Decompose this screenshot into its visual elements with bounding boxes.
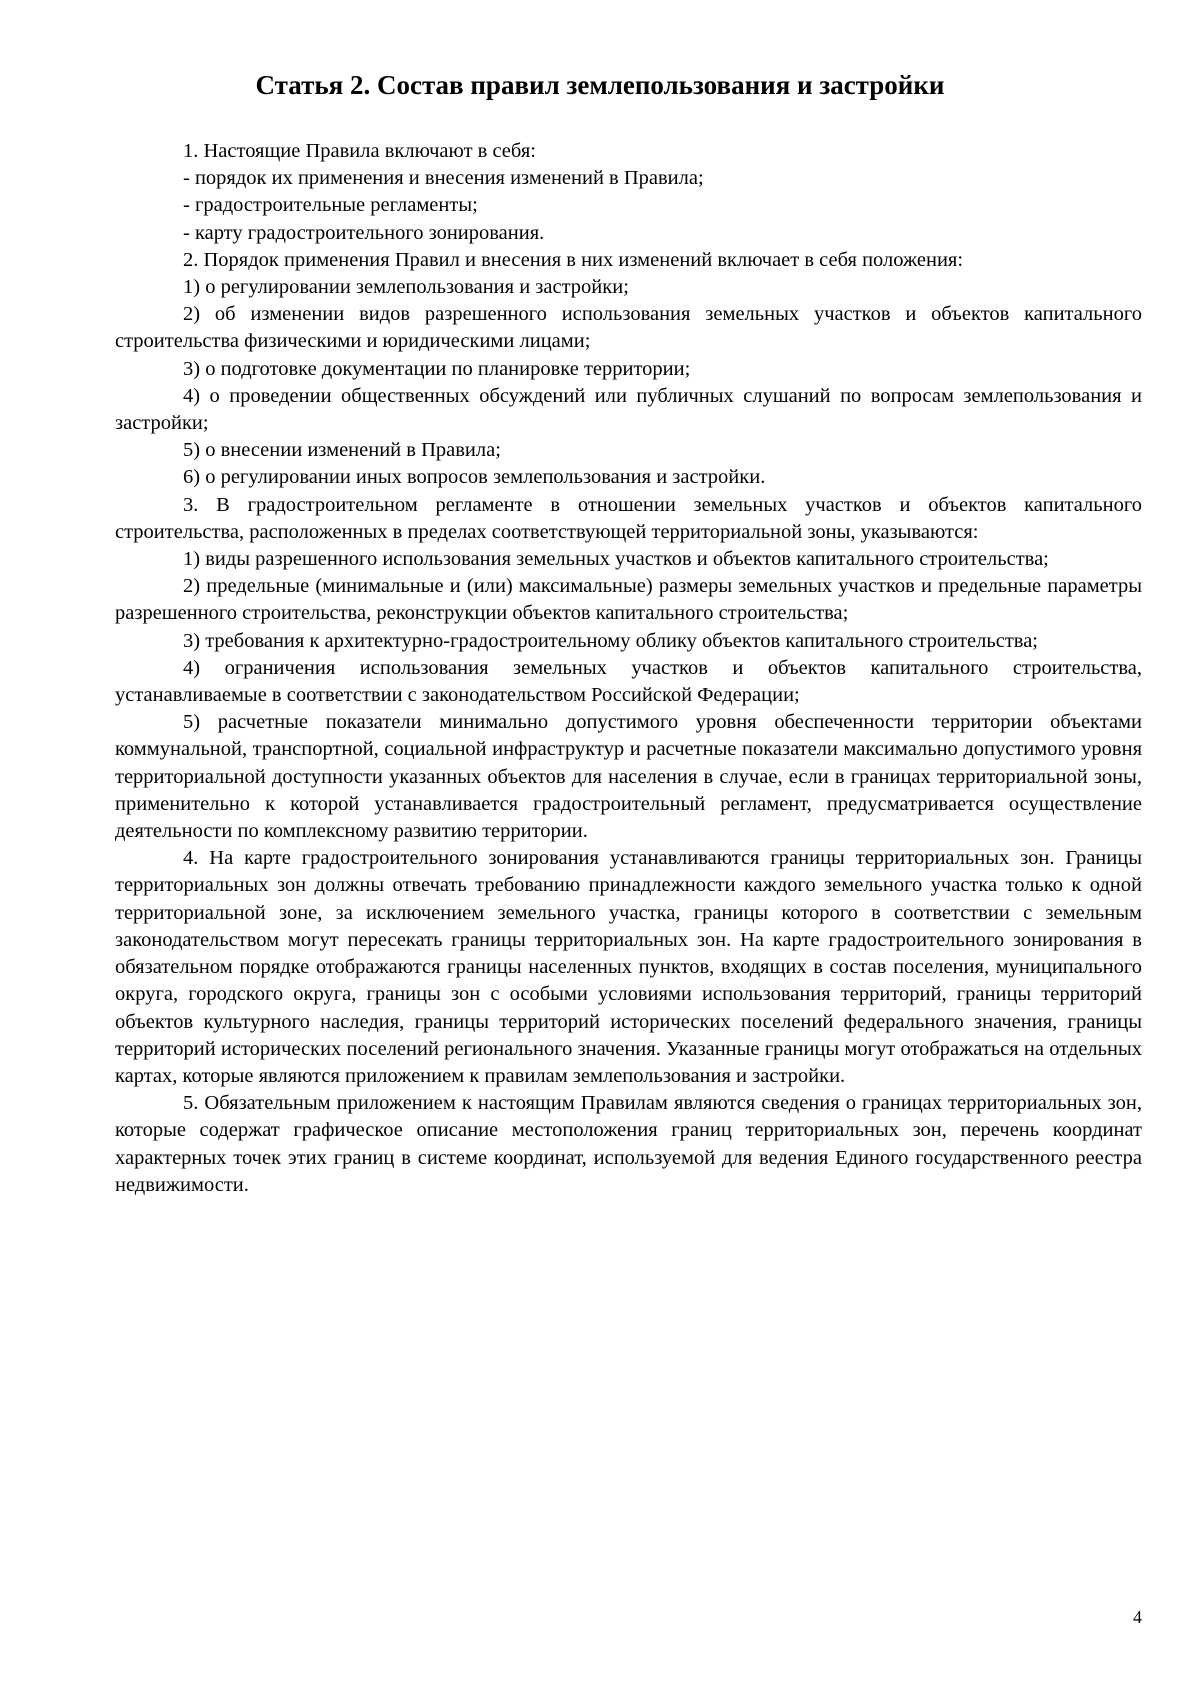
paragraph-5: 5. Обязательным приложением к настоящим Правилам являются сведения о границах территориальных зон, которые содержат графическое описание местоположения границ территориальных зон, перечень координат характерных точек этих границ в системе координат, используемой для ведения Единого государственного реестра недвижимости. [115,1092,1142,1196]
paragraph-2-item-3: 3) о подготовке документации по планировке территории; [183,357,691,380]
paragraph-3-item-5: 5) расчетные показатели минимально допустимого уровня обеспеченности территории объектами коммунальной, транспортной, социальной инфраструктур и расчетные показатели максимально допустимого уровня территориальной доступности указанных объектов для населения в случае, если в границах территориальной зоны, применительно к которой устанавливается градостроительный регламент, предусматривается осуществление деятельности по комплексному развитию территории. [115,711,1142,843]
list-item-zoning-map: - карту градостроительного зонирования. [183,221,545,244]
list-item-application-order: - порядок их применения и внесения изменений в Правила; [183,167,704,190]
paragraph-2-item-4: 4) о проведении общественных обсуждений или публичных слушаний по вопросам землепользования и застройки; [115,384,1142,435]
paragraph-3-intro: 3. В градостроительном регламенте в отношении земельных участков и объектов капитального строительства, расположенных в пределах соответствующей территориальной зоны, указываются: [115,493,1142,543]
paragraph-2-item-6: 6) о регулировании иных вопросов землепользования и застройки. [183,466,766,489]
paragraph-2-item-1: 1) о регулировании землепользования и застройки; [183,276,629,299]
list-item-urban-regulations: - градостроительные регламенты; [183,194,478,217]
article-title: Статья 2. Состав правил землепользования и застройки [255,70,945,100]
paragraph-3-item-3: 3) требования к архитектурно-градостроительному облику объектов капитального строительства; [183,629,1038,652]
paragraph-2-item-2: 2) об изменении видов разрешенного использования земельных участков и объектов капитального строительства физическими и юридическими лицами; [115,303,1142,353]
paragraph-3-item-4: 4) ограничения использования земельных участков и объектов капитального строительства, устанавливаемые в соответствии с законодательством Российской Федерации; [115,656,1142,707]
paragraph-2-item-5: 5) о внесении изменений в Правила; [183,439,501,462]
paragraph-4: 4. На карте градостроительного зонирования устанавливаются границы территориальных зон. Границы территориальных зон должны отвечать требованию принадлежности каждого земельного участка только к одной территориальной зоне, за исключением земельного участка, границы которого в соответствии с земельным законодательством могут пересекать границы территориальных зон. На карте градостроительного зонирования в обязательном порядке отображаются границы населенных пунктов, входящих в состав поселения, муниципального округа, городского округа, границы зон с особыми условиями использования территорий, границы территорий объектов культурного наследия, границы территорий исторических поселений федерального значения, границы территорий исторических поселений регионального значения. Указанные границы могут отображаться на отдельных картах, которые являются приложением к правилам землепользования и застройки. [115,847,1142,1087]
paragraph-2-intro: 2. Порядок применения Правил и внесения в них изменений включает в себя положения: [183,248,964,271]
paragraph-3-item-2: 2) предельные (минимальные и (или) максимальные) размеры земельных участков и предельные параметры разрешенного строительства, реконструкции объектов капитального строительства; [115,575,1142,625]
article-body [115,138,1142,1199]
page-number: 4 [1133,1607,1142,1627]
paragraph-1-intro: 1. Настоящие Правила включают в себя: [183,140,536,162]
paragraph-3-item-1: 1) виды разрешенного использования земельных участков и объектов капитального строительства; [183,548,1049,571]
